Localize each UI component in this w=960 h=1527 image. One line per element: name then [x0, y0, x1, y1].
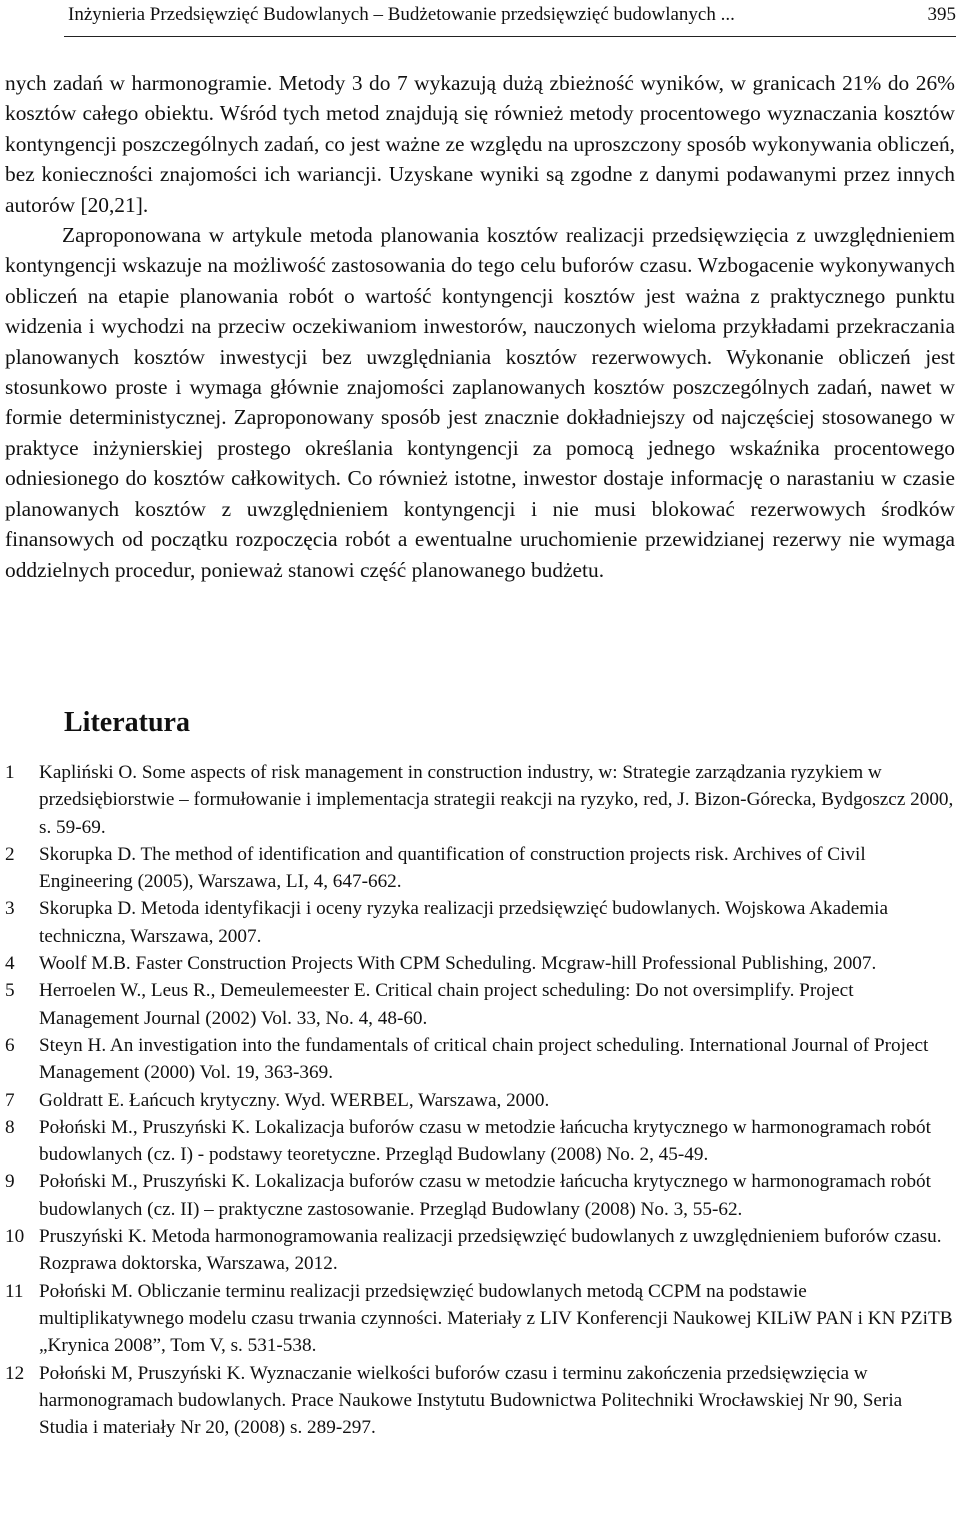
- reference-text: Goldratt E. Łańcuch krytyczny. Wyd. WERBEL, Warszawa, 2000.: [39, 1089, 550, 1111]
- reference-text: Herroelen W., Leus R., Demeulemeester E. Critical chain project scheduling: Do not oversimplify. Project Management Journal (2002) Vol. 33, No. 4, 48-60.: [39, 980, 854, 1029]
- body-text: [5, 68, 955, 585]
- reference-text: Woolf M.B. Faster Construction Projects With CPM Scheduling. Mcgraw-hill Professional Publishing, 2007.: [39, 953, 877, 975]
- running-header-title: Inżynieria Przedsięwzięć Budowlanych – Budżetowanie przedsięwzięć budowlanych ...: [68, 4, 735, 25]
- reference-text: Połoński M, Pruszyński K. Wyznaczanie wielkości buforów czasu i terminu zakończenia przedsięwzięcia w harmonogramach budowlanych. Prace Naukowe Instytutu Budownictwa Politechniki Wrocławskiej Nr 90, Seria Studia i materiały Nr 20, (2008) s. 289-297.: [39, 1362, 903, 1439]
- reference-number: 10: [5, 1226, 25, 1248]
- references-heading: Literatura: [64, 707, 190, 738]
- reference-text: Połoński M. Obliczanie terminu realizacji przedsięwzięć budowlanych metodą CCPM na podstawie multiplikatywnego modelu czasu trwania czynności. Materiały z LIV Konferencji Naukowej KILiW PAN i KN PZiTB „Krynica 2008”, Tom V, s. 531-538.: [39, 1280, 953, 1357]
- reference-text: Skorupka D. The method of identification and quantification of construction projects risk. Archives of Civil Engineering (2005), Warszawa, LI, 4, 647-662.: [39, 843, 866, 893]
- reference-item: [5, 950, 955, 977]
- reference-list: [5, 759, 955, 1441]
- reference-number: 11: [5, 1280, 24, 1302]
- reference-item: [5, 1360, 955, 1442]
- reference-text: Skorupka D. Metoda identyfikacji i oceny ryzyka realizacji przedsięwzięć budowlanych. Wojskowa Akademia techniczna, Warszawa, 2007.: [39, 898, 888, 947]
- reference-number: 12: [5, 1362, 25, 1384]
- reference-text: Kapliński O. Some aspects of risk management in construction industry, w: Strategie zarządzania ryzykiem w przedsiębiorstwie – formułowanie i implementacja strategii reakcji na ryzyko, red, J. Bizon-Górecka, Bydgoszcz 2000, s. 59-69.: [39, 762, 954, 838]
- reference-item: [5, 841, 955, 896]
- reference-item: [5, 977, 955, 1032]
- running-header: [64, 0, 956, 37]
- reference-number: 7: [5, 1089, 15, 1111]
- reference-text: Pruszyński K. Metoda harmonogramowania realizacji przedsięwzięć budowlanych z uwzględnieniem buforów czasu. Rozprawa doktorska, Warszawa, 2012.: [39, 1226, 942, 1275]
- reference-item: [5, 1032, 955, 1087]
- page-number: 395: [927, 4, 956, 25]
- paragraph: nych zadań w harmonogramie. Metody 3 do 7 wykazują dużą zbieżność wyników, w granicach 21% do 26% kosztów całego obiektu. Wśród tych metod znajdują się również metody procentowego wyznaczania kosztów kontyngencji poszczególnych zadań, co jest ważne ze względu na uproszczony sposób wykonywania obliczeń, bez konieczności znajomości ich wariancji. Uzyskane wyniki są zgodne z danymi podawanymi przez innych autorów [20,21].: [5, 71, 955, 217]
- reference-text: Połoński M., Pruszyński K. Lokalizacja buforów czasu w metodzie łańcucha krytycznego w harmonogramach robót budowlanych (cz. I) - podstawy teoretyczne. Przegląd Budowlany (2008) No. 2, 45-49.: [39, 1116, 931, 1166]
- reference-number: 4: [5, 953, 15, 975]
- paragraph: Zaproponowana w artykule metoda planowania kosztów realizacji przedsięwzięcia z uwzględnieniem kontyngencji wskazuje na możliwość zastosowania do tego celu buforów czasu. Wzbogacenie wykonywanych obliczeń na etapie planowania robót o wartość kontyngencji kosztów jest ważna z praktycznego punktu widzenia i wychodzi na przeciw oczekiwaniom inwestorów, nauczonych wieloma przykładami przekraczania planowanych kosztów inwestycji bez uwzględniania kosztów rezerwowych. Wykonanie obliczeń jest stosunkowo proste i wymaga głównie znajomości zaplanowanych kosztów poszczególnych zadań, nawet w formie deterministycznej. Zaproponowany sposób jest znacznie dokładniejszy od najczęściej stosowanego w praktyce inżynierskiej prostego określania kontyngencji za pomocą jednego wskaźnika procentowego odniesionego do kosztów całkowitych. Co również istotne, inwestor dostaje informację o narastaniu w czasie planowanych kosztów z uwzględnieniem kontyngencji i nie musi blokować rezerwowych środków finansowych od początku rozpoczęcia robót a ewentualne uruchomienie przewidzianej rezerwy nie wymaga oddzielnych procedur, ponieważ stanowi część planowanego budżetu.: [5, 223, 955, 582]
- reference-number: 1: [5, 762, 15, 783]
- reference-item: [5, 1087, 955, 1114]
- reference-item: [5, 1278, 955, 1360]
- reference-number: 8: [5, 1116, 15, 1138]
- reference-item: [5, 1168, 955, 1223]
- reference-item: [5, 1223, 955, 1278]
- reference-number: 9: [5, 1171, 15, 1193]
- reference-item: [5, 1114, 955, 1169]
- reference-number: 3: [5, 898, 15, 920]
- reference-number: 2: [5, 843, 15, 865]
- reference-item: [5, 759, 955, 841]
- reference-number: 5: [5, 980, 15, 1002]
- reference-item: [5, 895, 955, 950]
- reference-text: Steyn H. An investigation into the fundamentals of critical chain project scheduling. International Journal of Project Management (2000) Vol. 19, 363-369.: [39, 1034, 929, 1084]
- reference-number: 6: [5, 1034, 15, 1056]
- reference-text: Połoński M., Pruszyński K. Lokalizacja buforów czasu w metodzie łańcucha krytycznego w harmonogramach robót budowlanych (cz. II) – praktyczne zastosowanie. Przegląd Budowlany (2008) No. 3, 55-62.: [39, 1171, 931, 1220]
